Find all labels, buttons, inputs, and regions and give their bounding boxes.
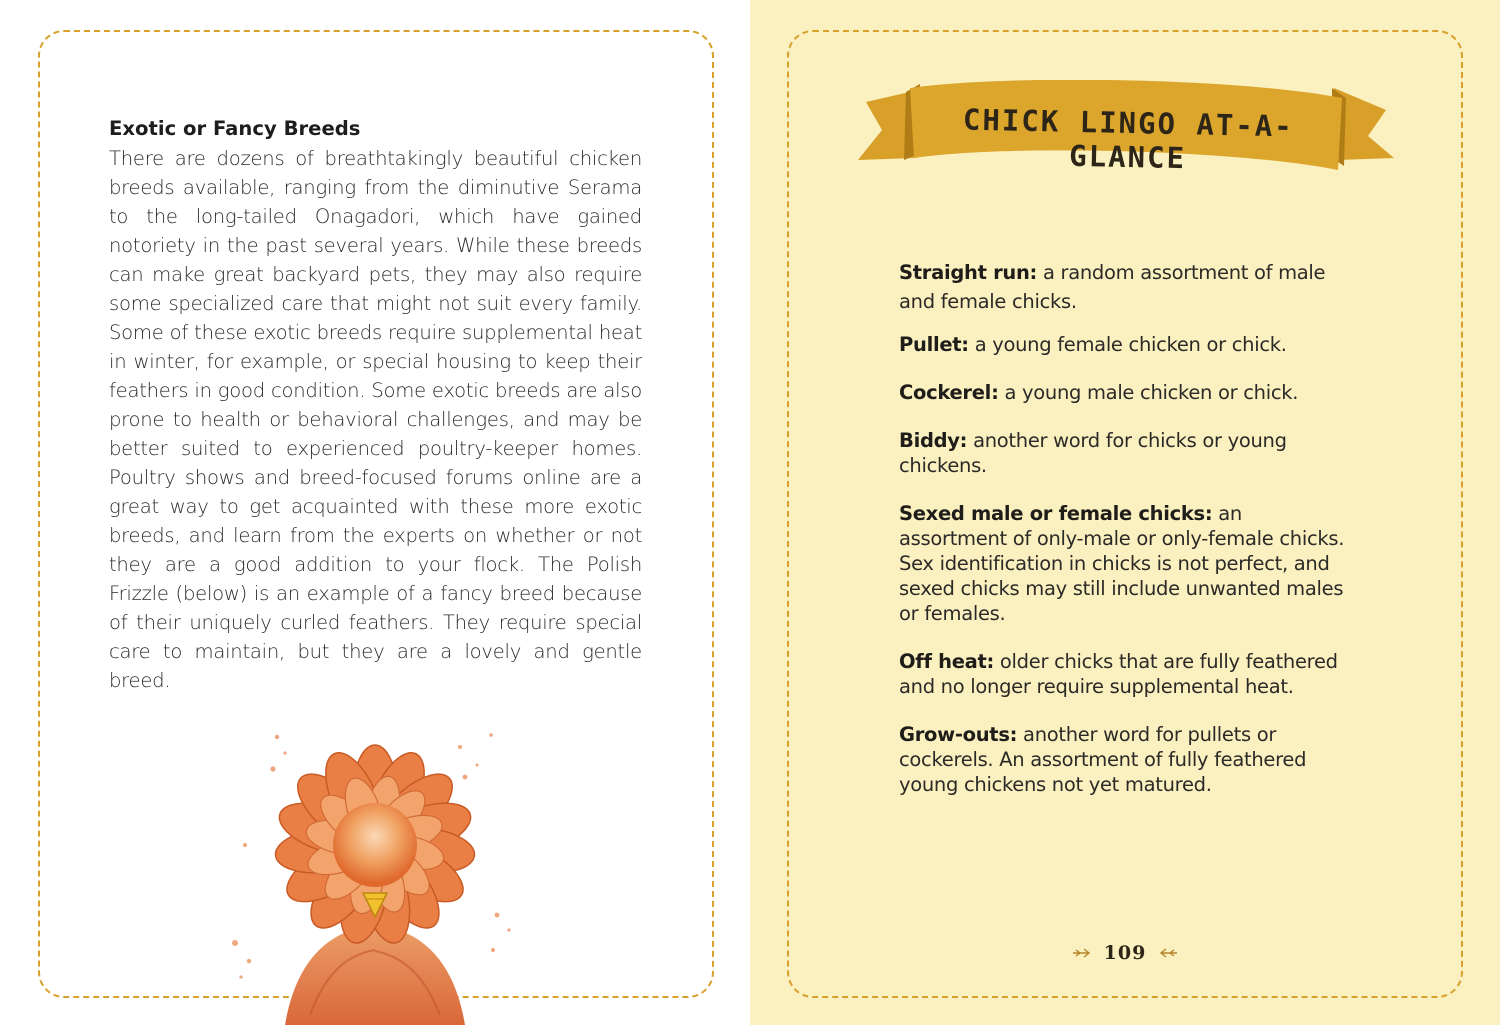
glossary-term: Sexed male or female chicks: [899,502,1213,525]
banner-title: CHICK LINGO AT-A-GLANCE [962,102,1295,176]
glossary-term: Biddy: [899,429,968,452]
glossary-entry [899,380,1349,405]
right-page [750,0,1500,1025]
glossary-definition: an assortment of only-male or only-female chicks. Sex identification in chicks is not perfect, and sexed chicks may still include unwanted males or females. [899,502,1345,625]
glossary-term: Off heat: [899,650,995,673]
glossary-entry [899,649,1349,699]
glossary-definition: a young female chicken or chick. [968,333,1287,356]
glossary-list [899,258,1349,820]
glossary-entry [899,722,1349,797]
glossary-entry [899,501,1349,626]
page-number: 109 [1103,942,1147,964]
glossary-definition: a random assortment of male and female chicks. [899,261,1326,313]
glossary-entry [899,428,1349,478]
glossary-definition: a young male chicken or chick. [998,381,1299,404]
glossary-term: Straight run: [899,261,1038,284]
glossary-term: Pullet: [899,333,969,356]
polish-frizzle-chicken-illustration [215,715,535,1025]
body-paragraph: There are dozens of breathtakingly beautiful chicken breeds available, ranging from the diminutive Serama to the long-tailed Onagadori, which have gained notoriety in the past several years. While these breeds can make great backyard pets, they may also require some specialized care that might not suit every family. Some of these exotic breeds require supplemental heat in winter, for example, or special housing to keep their feathers in good condition. Some exotic breeds are also prone to health or behavioral challenges, and may be better suited to experienced poultry-keeper homes. Poultry shows and breed-focused forums online are a great way to get acquainted with these more exotic breeds, and learn from the experts on whether or not they are a good addition to your flock. The Polish Frizzle (below) is an example of a fancy breed because of their uniquely curled feathers. They require special care to maintain, but they are a lovely and gentle breed. [109,147,642,692]
arrow-flourish-icon [1156,947,1178,959]
page-number-row [750,938,1500,968]
glossary-entry [899,258,1349,316]
section-heading: Exotic or Fancy Breeds [109,117,361,140]
arrow-flourish-icon [1072,947,1094,959]
glossary-definition: another word for chicks or young chickens. [899,429,1287,477]
left-text-block [109,114,642,695]
glossary-entry [899,332,1349,357]
glossary-definition: older chicks that are fully feathered and no longer require supplemental heat. [899,650,1338,698]
glossary-term: Grow-outs: [899,723,1018,746]
glossary-definition: another word for pullets or cockerels. An assortment of fully feathered young chickens not yet matured. [899,723,1307,796]
glossary-term: Cockerel: [899,381,999,404]
